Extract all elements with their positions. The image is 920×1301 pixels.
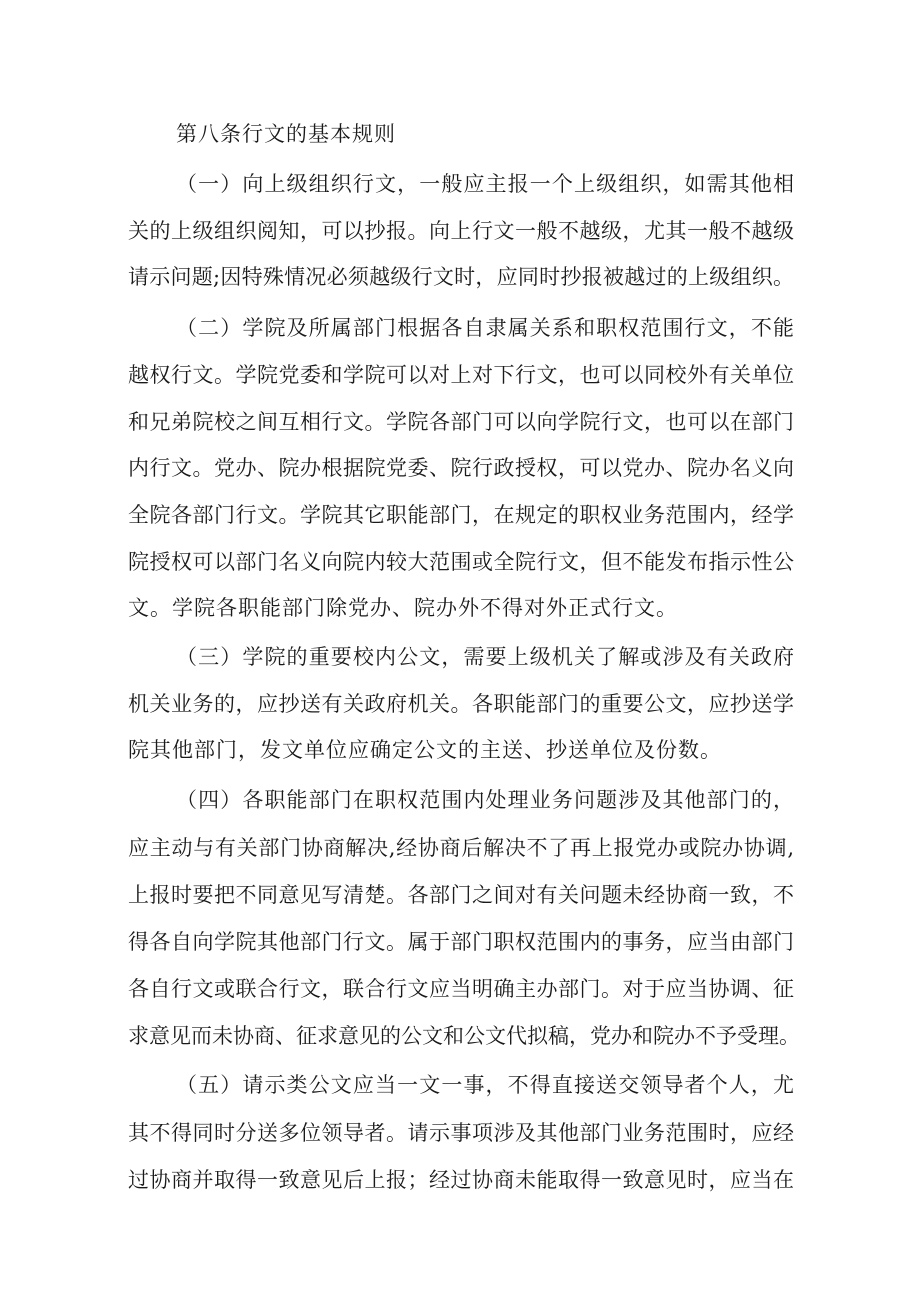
paragraph-5-line-1: （五）请示类公文应当一文一事，不得直接送交领导者个人，尤 — [176, 1073, 794, 1097]
paragraph-3-line-3: 院其他部门，发文单位应确定公文的主送、抄送单位及份数。 — [128, 738, 722, 762]
paragraph-1-line-3: 请示问题;因特殊情况必须越级行文时，应同时抄报被越过的上级组织。 — [128, 265, 794, 289]
paragraph-2-line-4: 内行文。党办、院办根据院党委、院行政授权，可以党办、院办名义向 — [128, 456, 794, 480]
paragraph-2-line-5: 全院各部门行文。学院其它职能部门，在规定的职权业务范围内，经学 — [128, 503, 794, 527]
paragraph-4-line-2: 应主动与有关部门协商解决,经协商后解决不了再上报党办或院办协调, — [128, 836, 794, 860]
paragraph-5-line-2: 其不得同时分送多位领导者。请示事项涉及其他部门业务范围时，应经 — [128, 1121, 794, 1145]
paragraph-5-line-3: 过协商并取得一致意见后上报；经过协商未能取得一致意见时，应当在 — [128, 1168, 794, 1192]
paragraph-2-line-6: 院授权可以部门名义向院内较大范围或全院行文，但不能发布指示性公 — [128, 550, 794, 574]
paragraph-4-line-1: （四）各职能部门在职权范围内处理业务问题涉及其他部门的， — [176, 788, 794, 812]
paragraph-4-line-6: 求意见而未协商、征求意见的公文和公文代拟稿，党办和院办不予受理。 — [128, 1024, 800, 1048]
paragraph-2-line-2: 越权行文。学院党委和学院可以对上对下行文，也可以同校外有关单位 — [128, 363, 794, 387]
paragraph-2-line-1: （二）学院及所属部门根据各自隶属关系和职权范围行文，不能 — [176, 316, 794, 340]
paragraph-4-line-3: 上报时要把不同意见写清楚。各部门之间对有关问题未经协商一致，不 — [128, 883, 794, 907]
paragraph-1-line-2: 关的上级组织阅知，可以抄报。向上行文一般不越级，尤其一般不越级 — [128, 219, 794, 243]
paragraph-3-line-1: （三）学院的重要校内公文，需要上级机关了解或涉及有关政府 — [176, 645, 794, 669]
article-heading: 第八条行文的基本规则 — [176, 122, 396, 146]
paragraph-2-line-7: 文。学院各职能部门除党办、院办外不得对外正式行文。 — [128, 596, 678, 620]
paragraph-4-line-5: 各自行文或联合行文，联合行文应当明确主办部门。对于应当协调、征 — [128, 977, 794, 1001]
paragraph-2-line-3: 和兄弟院校之间互相行文。学院各部门可以向学院行文，也可以在部门 — [128, 410, 794, 434]
paragraph-1-line-1: （一）向上级组织行文，一般应主报一个上级组织，如需其他相 — [176, 172, 794, 196]
paragraph-3-line-2: 机关业务的，应抄送有关政府机关。各职能部门的重要公文，应抄送学 — [128, 692, 794, 716]
paragraph-4-line-4: 得各自向学院其他部门行文。属于部门职权范围内的事务，应当由部门 — [128, 930, 794, 954]
